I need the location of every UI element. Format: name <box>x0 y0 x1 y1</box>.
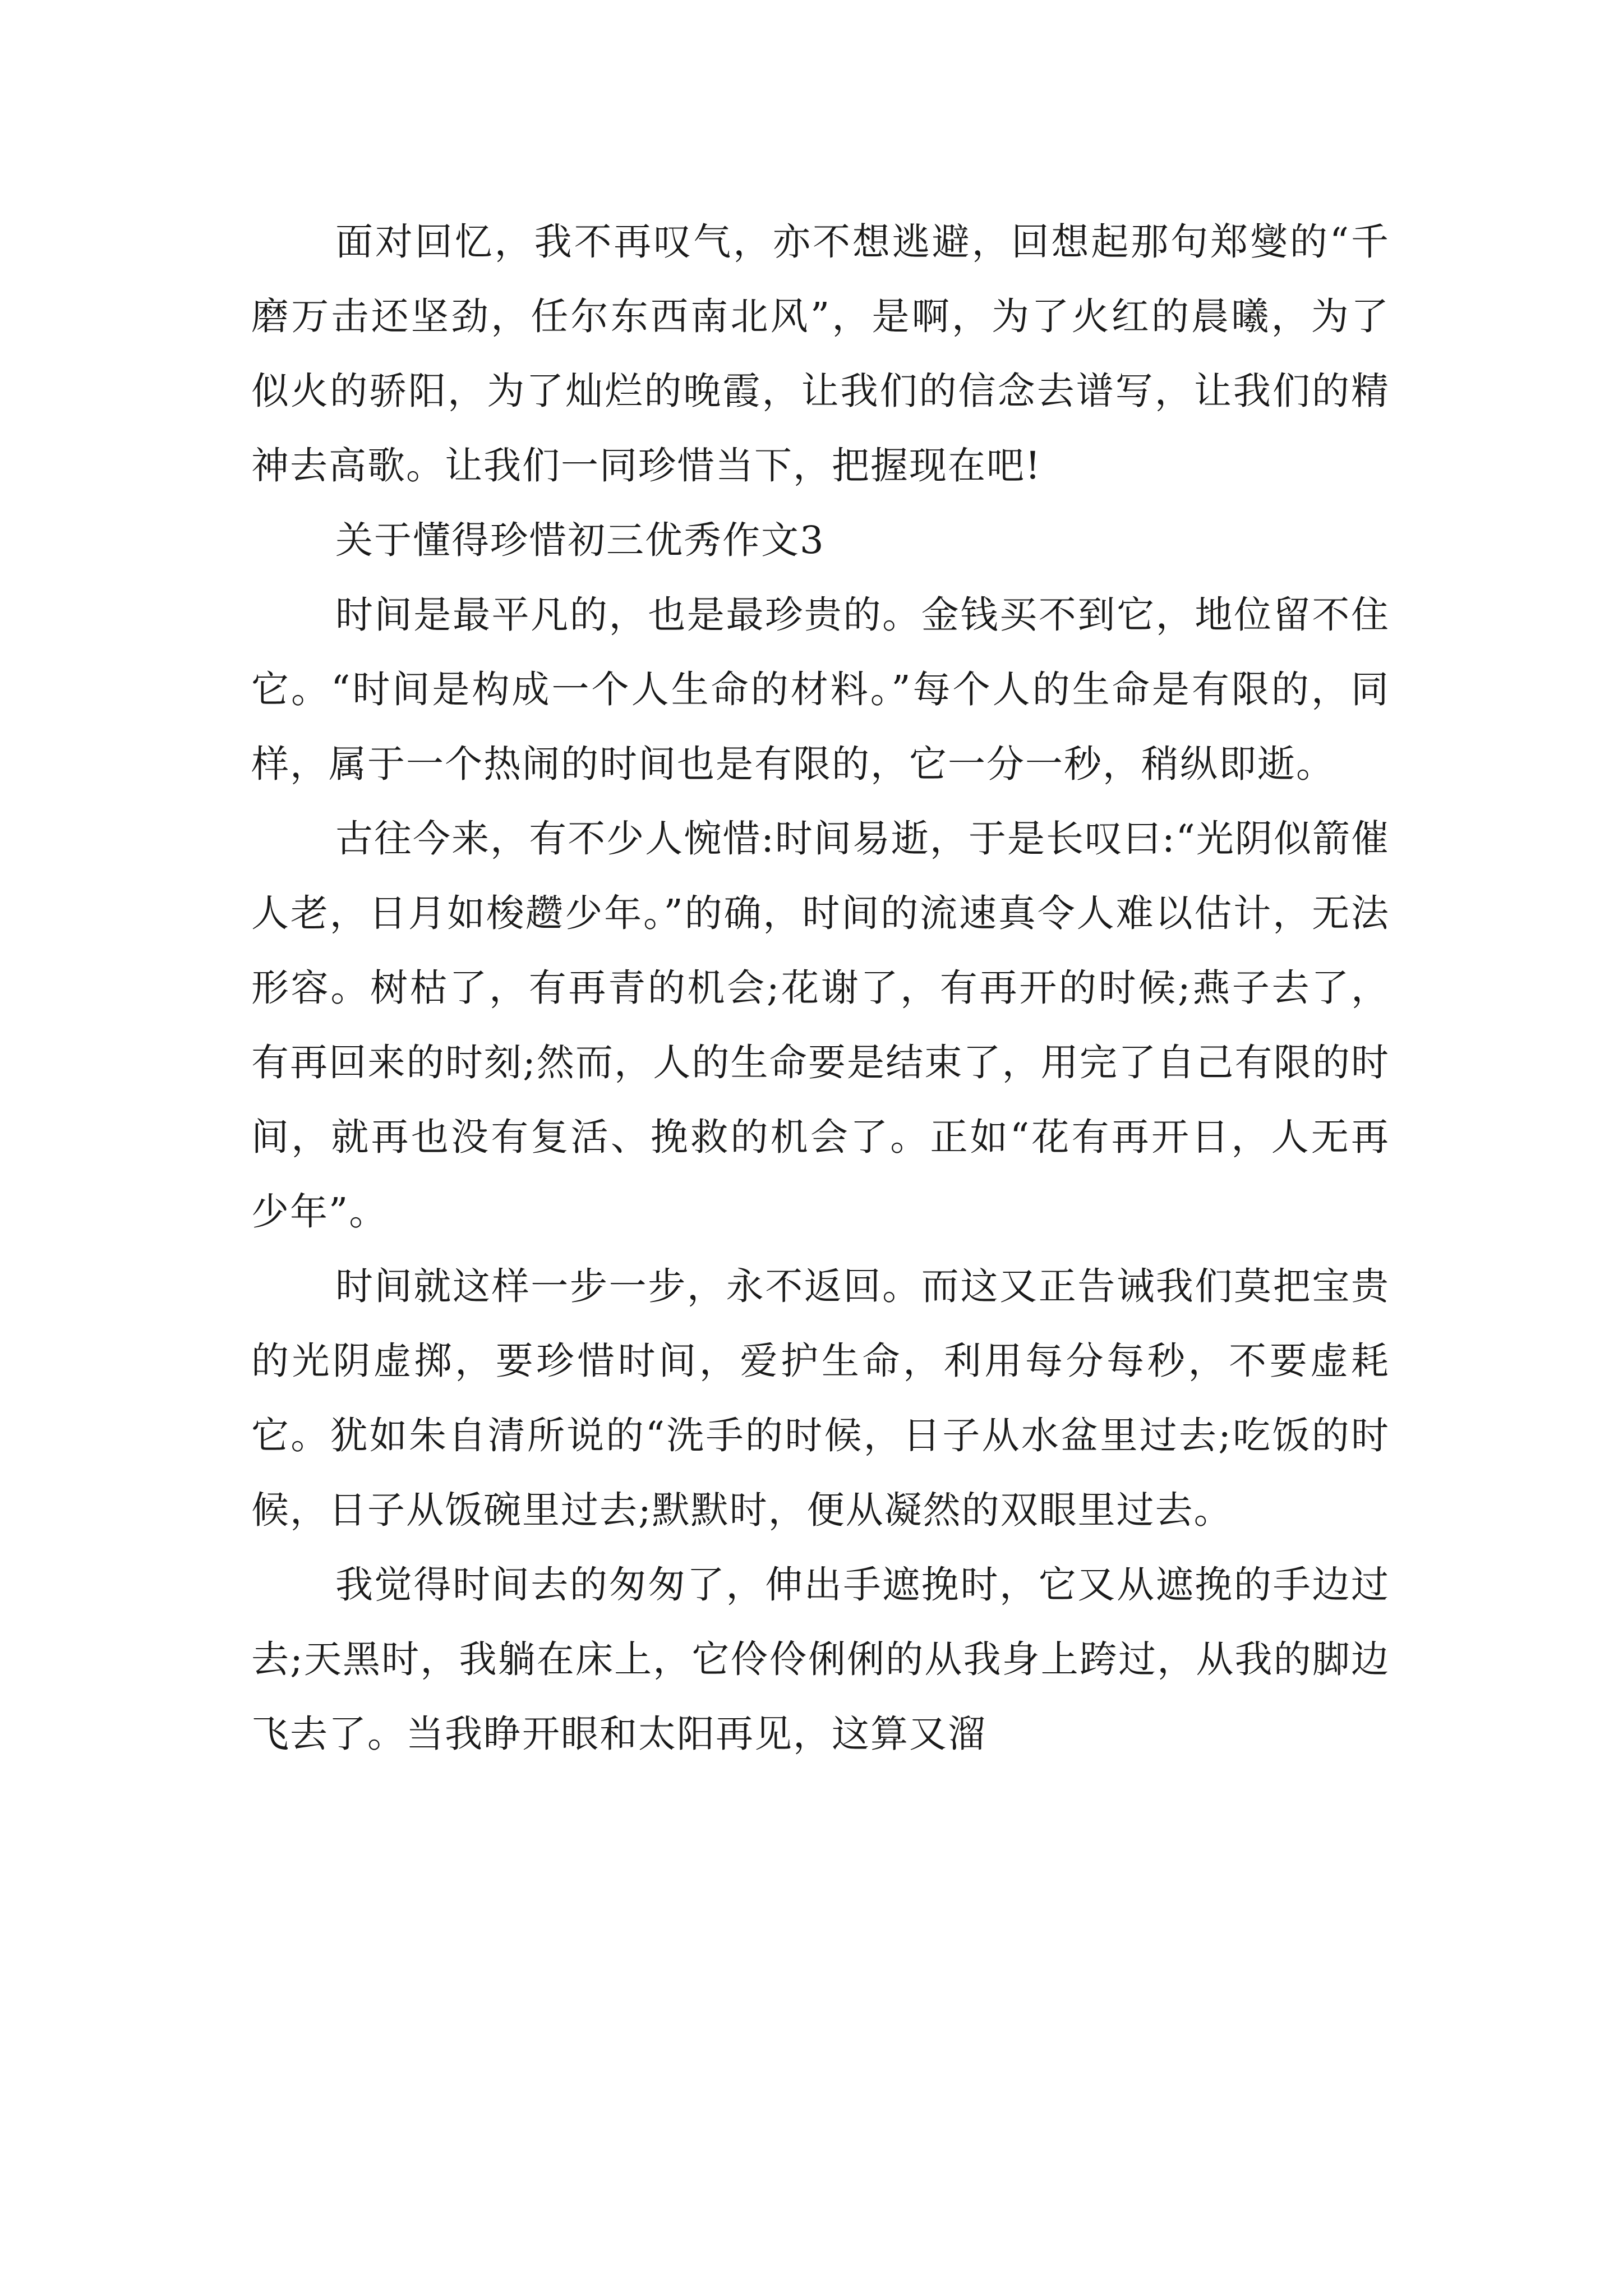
section-title: 关于懂得珍惜初三优秀作文3 <box>335 518 825 562</box>
paragraph-ancient-sigh: 古往今来，有不少人惋惜:时间易逝，于是长叹曰:“光阴似箭催人老，日月如梭趱少年。”的确，时间的流速真令人难以估计，无法形容。树枯了，有再青的机会;花谢了，有再开的时候;燕子去了，有再回来的时刻;然而，人的生命要是结束了，用完了自己有限的时间，就再也没有复活、挽救的机会了。正如“花有再开日，人无再少年”。 <box>251 817 1390 1234</box>
paragraph-time-passes: 我觉得时间去的匆匆了，伸出手遮挽时，它又从遮挽的手边过去;天黑时，我躺在床上，它伶伶俐俐的从我身上跨过，从我的脚边飞去了。当我睁开眼和太阳再见，这算又溜 <box>251 1563 1390 1756</box>
paragraph-time-precious: 时间是最平凡的，也是最珍贵的。金钱买不到它，地位留不住它。“时间是构成一个人生命的材料。”每个人的生命是有限的，同样，属于一个热闹的时间也是有限的，它一分一秒，稍纵即逝。 <box>251 593 1390 786</box>
document-body <box>251 205 1390 1772</box>
paragraph-step-by-step: 时间就这样一步一步，永不返回。而这又正告诫我们莫把宝贵的光阴虚掷，要珍惜时间，爱护生命，利用每分每秒，不要虚耗它。犹如朱自清所说的“洗手的时候，日子从水盆里过去;吃饭的时候，日子从饭碗里过去;默默时，便从凝然的双眼里过去。 <box>251 1264 1390 1532</box>
paragraph-memory: 面对回忆，我不再叹气，亦不想逃避，回想起那句郑燮的“千磨万击还坚劲，任尔东西南北风”，是啊，为了火红的晨曦，为了似火的骄阳，为了灿烂的晚霞，让我们的信念去谱写，让我们的精神去高歌。让我们一同珍惜当下，把握现在吧! <box>251 220 1390 487</box>
